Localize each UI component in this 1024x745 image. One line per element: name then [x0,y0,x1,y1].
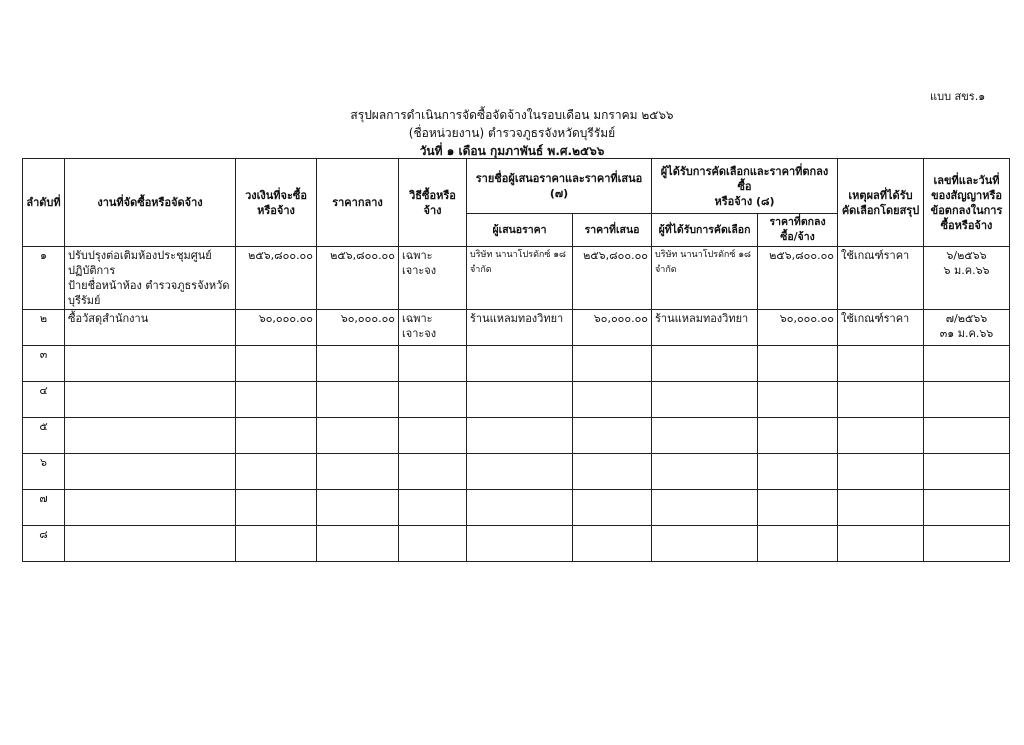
empty-cell [399,490,467,526]
empty-cell [838,526,924,562]
table-row-empty [23,346,1010,382]
row-agreed-price: ๒๕๖,๘๐๐.๐๐ [758,247,838,310]
empty-cell [317,526,399,562]
row-no: ๔ [23,382,65,418]
row-work [65,247,236,310]
col-selected-header-line1: ผู้ได้รับการคัดเลือกและราคาที่ตกลงซื้อ [660,164,829,193]
col-budget-header [236,159,317,247]
empty-cell [573,382,652,418]
col-method-header: วิธีซื้อหรือจ้าง [399,159,467,247]
empty-cell [236,346,317,382]
empty-cell [924,418,1010,454]
row-no: ๓ [23,346,65,382]
empty-cell [652,346,758,382]
empty-cell [65,418,236,454]
empty-cell [236,418,317,454]
empty-cell [573,490,652,526]
row-no: ๘ [23,526,65,562]
row-work-line2: ป้ายชื่อหน้าห้อง ตำรวจภูธรจังหวัดบุรีรัมย์ [68,279,230,307]
empty-cell [65,490,236,526]
empty-cell [236,526,317,562]
empty-cell [399,418,467,454]
row-work-line1: ซื้อวัสดุสำนักงาน [68,312,149,325]
empty-cell [467,526,573,562]
row-selected: ร้านแหลมทองวิทยา [652,310,758,346]
col-no-header: ลำดับที่ [23,159,65,247]
row-selected: บริษัท นานาโปรดักซ์ ๑๘ จำกัด [652,247,758,310]
empty-cell [65,346,236,382]
col-bidders-header: รายชื่อผู้เสนอราคาและราคาที่เสนอ (๗) [467,159,652,214]
row-agreed-price: ๖๐,๐๐๐.๐๐ [758,310,838,346]
empty-cell [838,454,924,490]
empty-cell [838,490,924,526]
empty-cell [758,526,838,562]
empty-cell [758,490,838,526]
report-date: วันที่ ๑ เดือน กุมภาพันธ์ พ.ศ.๒๕๖๖ [419,144,605,158]
col-bid-price-header: ราคาที่เสนอ [573,214,652,247]
row-method: เฉพาะเจาะจง [399,310,467,346]
col-reason-header-line1: เหตุผลที่ได้รับ [848,188,913,202]
empty-cell [758,382,838,418]
empty-cell [573,526,652,562]
row-bidder: บริษัท นานาโปรดักซ์ ๑๘ จำกัด [467,247,573,310]
col-contract-header [924,159,1010,247]
table-row-empty [23,418,1010,454]
row-budget: ๒๕๖,๘๐๐.๐๐ [236,247,317,310]
empty-cell [467,454,573,490]
row-budget: ๖๐,๐๐๐.๐๐ [236,310,317,346]
empty-cell [236,454,317,490]
col-selected-header-line2: หรือจ้าง (๘) [714,194,775,208]
empty-cell [65,382,236,418]
agency-name: (ชื่อหน่วยงาน) ตำรวจภูธรจังหวัดบุรีรัมย์ [408,126,616,140]
header-row [23,159,1010,214]
row-median-price: ๒๕๖,๘๐๐.๐๐ [317,247,399,310]
empty-cell [399,346,467,382]
col-reason-header-line2: คัดเลือกโดยสรุป [841,203,920,217]
row-work-line1: ปรับปรุงต่อเติมห้องประชุมศูนย์ปฏิบัติการ [68,249,212,277]
table-row-empty [23,490,1010,526]
col-agreed-price-header: ราคาที่ตกลงซื้อ/จ้าง [758,214,838,247]
col-selected-name-header: ผู้ที่ได้รับการคัดเลือก [652,214,758,247]
col-contract-header-line4: ซื้อหรือจ้าง [940,218,993,232]
empty-cell [65,454,236,490]
empty-cell [467,382,573,418]
row-no: ๑ [23,247,65,310]
empty-cell [758,346,838,382]
row-contract-date: ๖ ม.ค.๖๖ [943,264,990,277]
row-median-price: ๖๐,๐๐๐.๐๐ [317,310,399,346]
empty-cell [573,454,652,490]
row-method: เฉพาะเจาะจง [399,247,467,310]
row-no: ๖ [23,454,65,490]
col-work-header: งานที่จัดซื้อหรือจัดจ้าง [65,159,236,247]
row-contract-date: ๓๑ ม.ค.๖๖ [939,327,994,340]
empty-cell [838,346,924,382]
empty-cell [317,382,399,418]
table-row [23,247,1010,310]
col-contract-header-line2: ของสัญญาหรือ [931,188,1002,202]
empty-cell [236,382,317,418]
table-row [23,310,1010,346]
row-work [65,310,236,346]
row-reason: ใช้เกณฑ์ราคา [838,247,924,310]
empty-cell [65,526,236,562]
empty-cell [652,454,758,490]
empty-cell [573,418,652,454]
empty-cell [317,490,399,526]
empty-cell [399,454,467,490]
empty-cell [924,346,1010,382]
row-contract-no: ๖/๒๕๖๖ [946,249,987,262]
col-selected-header [652,159,838,214]
table-row-empty [23,382,1010,418]
empty-cell [467,490,573,526]
empty-cell [924,490,1010,526]
col-reason-header [838,159,924,247]
procurement-table [22,158,1010,562]
empty-cell [924,526,1010,562]
row-no: ๒ [23,310,65,346]
empty-cell [573,346,652,382]
row-no: ๗ [23,490,65,526]
empty-cell [924,454,1010,490]
table-row-empty [23,526,1010,562]
empty-cell [758,454,838,490]
empty-cell [758,418,838,454]
col-contract-header-line1: เลขที่และวันที่ [933,173,1000,187]
empty-cell [236,490,317,526]
empty-cell [838,382,924,418]
col-median-header: ราคากลาง [317,159,399,247]
row-reason: ใช้เกณฑ์ราคา [838,310,924,346]
row-bidder: ร้านแหลมทองวิทยา [467,310,573,346]
col-budget-header-line1: วงเงินที่จะซื้อ [245,188,307,202]
empty-cell [399,382,467,418]
row-bid-price: ๖๐,๐๐๐.๐๐ [573,310,652,346]
row-contract [924,310,1010,346]
row-no: ๕ [23,418,65,454]
empty-cell [399,526,467,562]
row-contract-no: ๗/๒๕๖๖ [945,312,988,325]
empty-cell [652,382,758,418]
empty-cell [652,490,758,526]
empty-cell [652,526,758,562]
row-contract [924,247,1010,310]
empty-cell [317,454,399,490]
table-row-empty [23,454,1010,490]
empty-cell [317,418,399,454]
col-contract-header-line3: ข้อตกลงในการ [930,203,1003,217]
empty-cell [467,346,573,382]
empty-cell [838,418,924,454]
empty-cell [652,418,758,454]
col-bidder-name-header: ผู้เสนอราคา [467,214,573,247]
form-code: แบบ สขร.๑ [930,90,986,103]
col-budget-header-line2: หรือจ้าง [257,203,295,217]
empty-cell [467,418,573,454]
row-bid-price: ๒๕๖,๘๐๐.๐๐ [573,247,652,310]
empty-cell [317,346,399,382]
empty-cell [924,382,1010,418]
report-title: สรุปผลการดำเนินการจัดซื้อจัดจ้างในรอบเดือน มกราคม ๒๕๖๖ [350,108,674,122]
